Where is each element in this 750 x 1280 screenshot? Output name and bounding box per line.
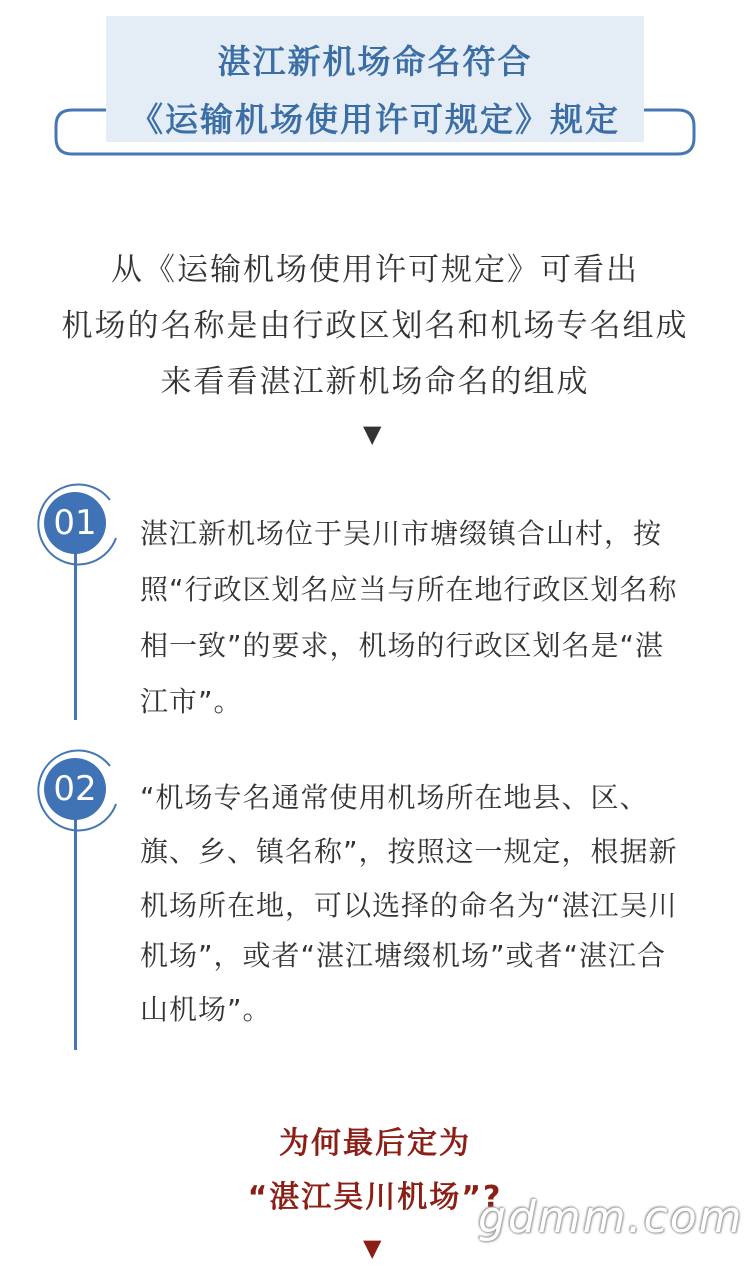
item-1-line-2: 照“行政区划名应当与所在地行政区划名称 <box>140 573 678 606</box>
item-1-line-1: 湛江新机场位于吴川市塘缀镇合山村，按 <box>140 517 663 550</box>
down-arrow-icon-red: ▼ <box>363 1234 382 1262</box>
intro-line-2: 机场的名称是由行政区划名和机场专名组成 <box>61 308 689 344</box>
item-number-badge-1: 01 <box>44 492 106 554</box>
item-2-line-2: 旗、乡、镇名称”，按照这一规定，根据新 <box>140 835 678 868</box>
intro-line-3: 来看看湛江新机场命名的组成 <box>160 364 590 400</box>
intro-line-1: 从《运输机场使用许可规定》可看出 <box>111 252 639 288</box>
item-2-line-1: “机场专名通常使用机场所在地县、区、 <box>140 781 649 814</box>
item-2-line-4: 机场”，或者“湛江塘缀机场”或者“湛江合 <box>140 939 667 972</box>
timeline-line-1 <box>74 552 77 720</box>
item-number-badge-2: 02 <box>44 758 106 820</box>
header-title-line-2: 《运输机场使用许可规定》规定 <box>130 100 620 139</box>
watermark: gdmm.com <box>478 1192 744 1243</box>
question-line-2: “湛江吴川机场”? <box>247 1180 503 1215</box>
item-1-line-3: 相一致”的要求，机场的行政区划名是“湛 <box>140 629 665 662</box>
item-1-line-4: 江市”。 <box>140 685 243 718</box>
timeline-line-2 <box>74 818 77 1050</box>
item-2-line-5: 山机场”。 <box>140 993 272 1026</box>
question-line-1: 为何最后定为 <box>279 1126 471 1161</box>
down-arrow-icon: ▼ <box>363 420 382 448</box>
item-2-line-3: 机场所在地，可以选择的命名为“湛江吴川 <box>140 889 678 922</box>
header-title-line-1: 湛江新机场命名符合 <box>217 42 533 81</box>
